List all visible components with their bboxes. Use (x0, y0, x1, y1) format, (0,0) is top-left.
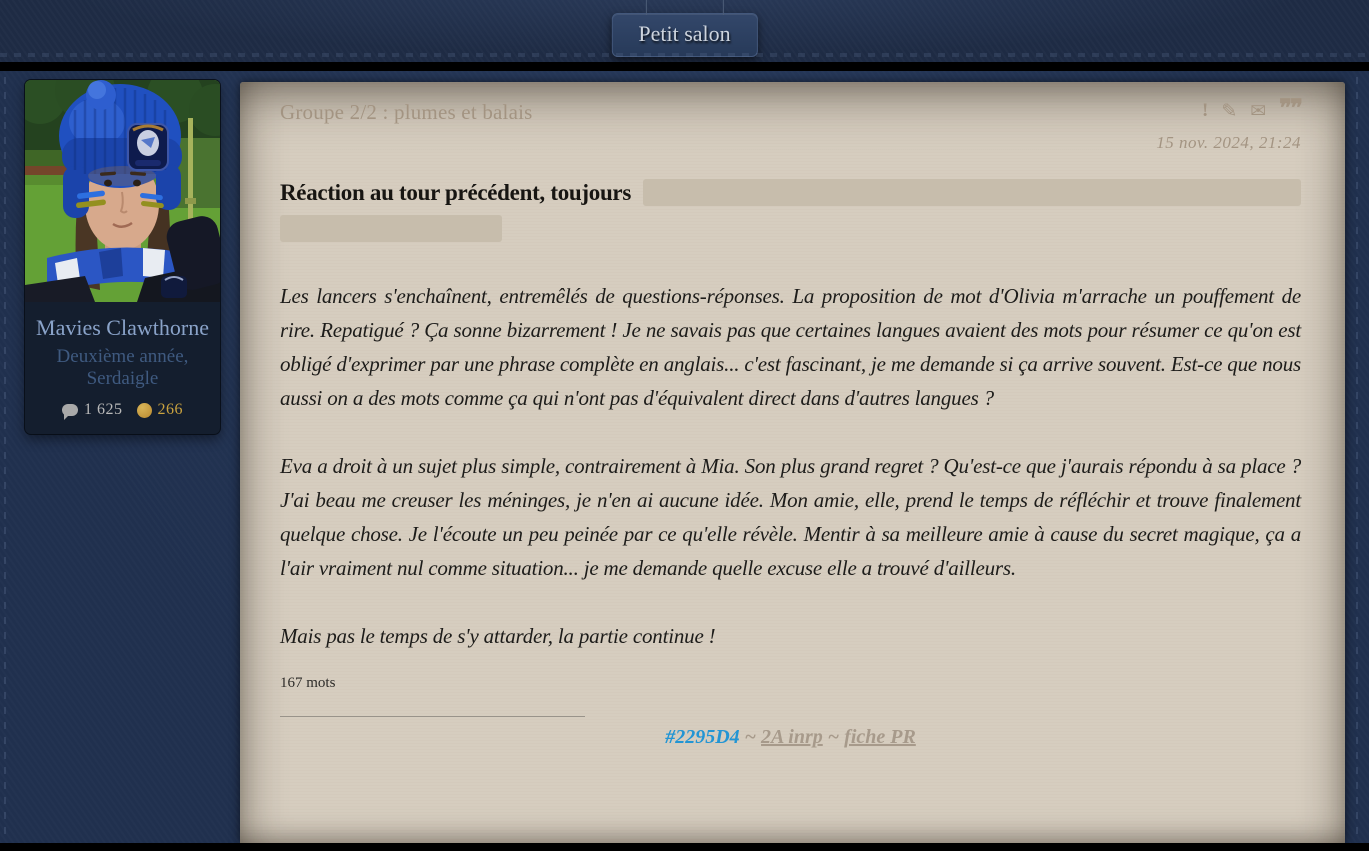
profile-name[interactable]: Mavies Clawthorne (36, 315, 209, 340)
profile-rank-line1: Deuxième année, (56, 346, 189, 367)
signature-color-link[interactable]: #2295D4 (665, 726, 740, 749)
post-panel (240, 82, 1345, 843)
hidden-text-bar (643, 179, 1301, 206)
profile-rank-line2: Serdaigle (86, 368, 159, 390)
stitch-seam-right (1356, 77, 1358, 837)
top-navigation-bar (0, 0, 1369, 62)
stitch-seam-top (0, 53, 1369, 57)
post-paragraph: Eva a droit à un sujet plus simple, contrairement à Mia. Son plus grand regret ? Qu'est-ce que j'aurais répondu à sa place ? J'ai beau me creuser les méninges, je n'en ai aucune idée. Mon amie, elle, prend le temps de réfléchir et trouve finalement quelque chose. Je l'écoute un peu peinée par ce qu'elle révèle. Mentir à sa meilleure amie à cause du secret magique, ça a l'air vraiment nul comme situation... je me demande quelle excuse elle a trouvé d'ailleurs. (280, 454, 1301, 581)
profile-rank (25, 346, 220, 390)
forum-title-sign-wrap (611, 0, 757, 57)
points-count: 266 (157, 401, 183, 419)
signature-inrp-link[interactable]: 2A inrp (761, 726, 823, 749)
message-count-icon (62, 404, 78, 416)
signature-separator: ~ (744, 726, 757, 749)
forum-title-sign[interactable]: Petit salon (611, 13, 757, 57)
sign-string-left (645, 0, 646, 15)
post-header (280, 96, 1301, 125)
signature-fiche-link[interactable]: fiche PR (844, 726, 916, 749)
report-icon[interactable]: ! (1202, 100, 1209, 121)
signature (280, 726, 1301, 749)
signature-separator: ~ (827, 726, 840, 749)
message-count: 1 625 (84, 401, 123, 419)
post-paragraph: Mais pas le temps de s'y attarder, la partie continue ! (280, 624, 716, 649)
quote-icon[interactable]: ❞❞ (1279, 96, 1301, 122)
post-date: 15 nov. 2024, 21:24 (1156, 133, 1301, 152)
profile-stats (25, 401, 220, 419)
post-heading-row (280, 179, 1301, 206)
email-icon[interactable]: ✉ (1250, 101, 1267, 122)
page-background (0, 71, 1369, 843)
post-action-icons (1202, 96, 1301, 123)
sign-string-right (723, 0, 724, 15)
points-coin-icon (137, 403, 152, 418)
post-body (280, 279, 1301, 653)
edit-icon[interactable]: ✎ (1221, 101, 1238, 122)
post-paragraph: Les lancers s'enchaînent, entremêlés de questions-réponses. La proposition de mot d'Olivia m'arrache un pouffement de rire. Repatigué ? Ça sonne bizarrement ! Je ne savais pas que certaines langues avaient des mots pour résumer ce qu'on est obligé d'exprimer par une phrase complète en anglais... c'est fascinant, je me demande si ça arrive souvent. Est-ce que nous aussi on a des mots comme ça qui n'ont pas d'équivalent direct dans d'autres langues ? (280, 284, 1301, 411)
word-count: 167 mots (280, 675, 336, 692)
topic-title-link[interactable]: Groupe 2/2 : plumes et balais (280, 100, 533, 124)
stitch-seam-left (4, 77, 6, 837)
hidden-text-bar (280, 215, 502, 242)
avatar[interactable] (25, 80, 220, 302)
author-profile-card (25, 80, 220, 434)
signature-divider (280, 716, 585, 717)
post-heading: Réaction au tour précédent, toujours (280, 179, 631, 205)
